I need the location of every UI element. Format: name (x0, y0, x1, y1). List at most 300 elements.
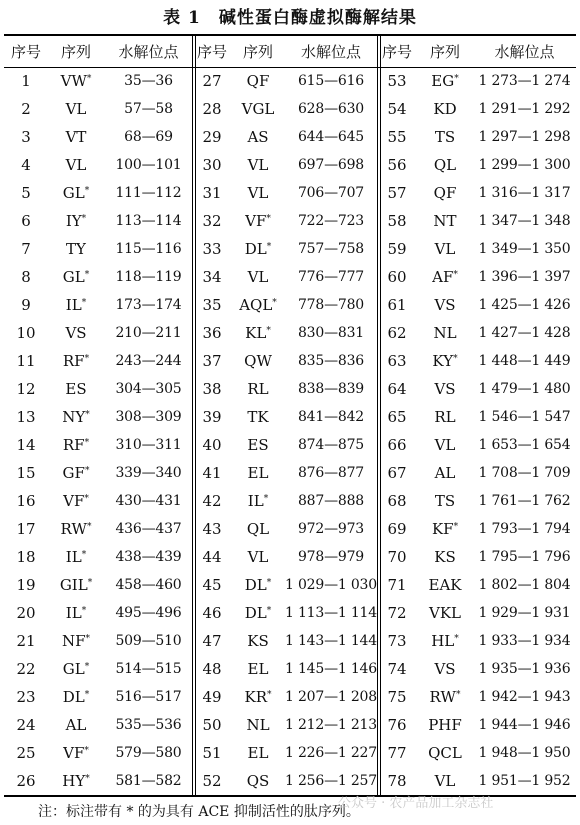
sequence-cell: AS (247, 128, 269, 146)
hydrolysis-site-cell: 304—305 (115, 381, 182, 397)
index-cell: 20 (16, 604, 36, 622)
hydrolysis-site-cell: 776—777 (297, 269, 365, 285)
sequence-cell: VGL (241, 100, 275, 118)
sequence-cell: KF* (431, 520, 459, 538)
sequence-cell: KS (247, 632, 269, 650)
hydrolysis-site-cell: 1 396—1 397 (478, 269, 571, 285)
sequence-cell: AF* (432, 268, 458, 286)
hydrolysis-site-cell: 1 802—1 804 (478, 577, 571, 593)
index-cell: 2 (21, 100, 31, 118)
header-index: 序号 (10, 43, 41, 61)
sequence-cell: IL* (65, 296, 87, 314)
index-cell: 4 (21, 156, 31, 174)
sequence-cell: GF* (62, 464, 90, 482)
hydrolysis-site-cell: 697—698 (297, 157, 365, 173)
sequence-cell: KL* (245, 324, 271, 342)
index-cell: 64 (387, 380, 407, 398)
index-cell: 56 (387, 156, 407, 174)
sequence-cell: VL (65, 156, 87, 174)
ace-marker: * (84, 186, 90, 196)
table-row (4, 123, 576, 151)
sequence-cell: VF* (245, 212, 271, 230)
table-row (4, 767, 576, 795)
index-cell: 39 (202, 408, 222, 426)
sequence-cell: EL (247, 464, 269, 482)
index-cell: 62 (387, 324, 407, 342)
index-cell: 66 (387, 436, 407, 454)
table-row (4, 235, 576, 263)
sequence-cell: IL* (65, 604, 87, 622)
index-cell: 77 (387, 744, 407, 762)
ace-marker: * (81, 606, 87, 616)
hydrolysis-site-cell: 1 761—1 762 (478, 493, 571, 509)
sequence-cell: QS (246, 772, 270, 790)
ace-marker: * (81, 550, 87, 560)
hydrolysis-site-cell: 581—582 (115, 773, 182, 789)
header-index: 序号 (196, 43, 227, 61)
header-row (4, 36, 576, 67)
index-cell: 3 (21, 128, 31, 146)
index-cell: 78 (387, 772, 407, 790)
ace-marker: * (85, 634, 91, 644)
index-cell: 10 (16, 324, 36, 342)
index-cell: 73 (387, 632, 407, 650)
header-sequence: 序列 (429, 43, 460, 61)
ace-marker: * (81, 298, 87, 308)
sequence-cell: TS (434, 128, 456, 146)
index-cell: 53 (387, 72, 407, 90)
sequence-cell: ES (247, 436, 269, 454)
header-hydrolysis-site: 水解位点 (118, 43, 179, 61)
hydrolysis-site-cell: 509—510 (115, 633, 182, 649)
table-row (4, 571, 576, 599)
sequence-cell: VL (247, 156, 269, 174)
sequence-cell: KR* (244, 688, 272, 706)
hydrolysis-site-cell: 535—536 (115, 717, 182, 733)
sequence-cell: HY* (62, 772, 90, 790)
hydrolysis-site-cell: 308—309 (115, 409, 182, 425)
table-row (4, 515, 576, 543)
index-cell: 7 (21, 240, 31, 258)
hydrolysis-site-cell: 978—979 (297, 549, 365, 565)
header-sequence: 序列 (242, 43, 273, 61)
index-cell: 68 (387, 492, 407, 510)
sequence-cell: GL* (62, 268, 90, 286)
hydrolysis-site-cell: 458—460 (115, 577, 182, 593)
hydrolysis-site-cell: 841—842 (297, 409, 365, 425)
hydrolysis-site-cell: 838—839 (297, 381, 365, 397)
hydrolysis-site-cell: 210—211 (115, 325, 182, 341)
index-cell: 70 (387, 548, 407, 566)
ace-marker: * (84, 438, 90, 448)
hydrolysis-site-cell: 438—439 (115, 549, 182, 565)
table-row (4, 179, 576, 207)
index-cell: 25 (16, 744, 36, 762)
table-row (4, 487, 576, 515)
table-row (4, 627, 576, 655)
hydrolysis-site-cell: 1 546—1 547 (478, 409, 571, 425)
sequence-cell: QL (246, 520, 270, 538)
index-cell: 32 (202, 212, 222, 230)
hydrolysis-site-cell: 173—174 (115, 297, 182, 313)
hydrolysis-site-cell: 1 929—1 931 (478, 605, 571, 621)
sequence-cell: NL (246, 716, 270, 734)
hydrolysis-site-cell: 1 212—1 213 (285, 717, 377, 733)
sequence-cell: RF* (62, 352, 90, 370)
hydrolysis-site-cell: 1 948—1 950 (478, 745, 571, 761)
hydrolysis-site-cell: 339—340 (115, 465, 182, 481)
index-cell: 76 (387, 716, 407, 734)
hydrolysis-site-cell: 310—311 (115, 437, 182, 453)
hydrolysis-site-cell: 113—114 (115, 213, 182, 229)
table-row (4, 543, 576, 571)
sequence-cell: VL (247, 184, 269, 202)
table-note: 注：标注带有 * 的为具有 ACE 抑制活性的肽序列。 (38, 804, 360, 820)
hydrolysis-site-cell: 1 291—1 292 (478, 101, 571, 117)
table-row (4, 347, 576, 375)
hydrolysis-site-cell: 1 145—1 146 (285, 661, 377, 677)
index-cell: 40 (202, 436, 222, 454)
table-row (4, 319, 576, 347)
hydrolysis-site-cell: 1 933—1 934 (478, 633, 571, 649)
sequence-cell: AL (434, 464, 456, 482)
hydrolysis-site-cell: 516—517 (115, 689, 182, 705)
index-cell: 28 (202, 100, 222, 118)
index-cell: 57 (387, 184, 407, 202)
sequence-cell: VF* (63, 492, 89, 510)
table-row (4, 67, 576, 95)
sequence-cell: QW (244, 352, 272, 370)
hydrolysis-site-cell: 1 143—1 144 (285, 633, 377, 649)
ace-marker: * (455, 690, 461, 700)
hydrolysis-site-cell: 1 795—1 796 (478, 549, 571, 565)
sequence-cell: DL* (244, 604, 272, 622)
index-cell: 12 (16, 380, 36, 398)
sequence-cell: KY* (432, 352, 458, 370)
ace-marker: * (454, 74, 459, 84)
index-cell: 31 (202, 184, 222, 202)
watermark: 公众号 · 农产品加工杂志社 (338, 796, 494, 811)
hydrolysis-site-cell: 1 273—1 274 (478, 73, 571, 89)
sequence-cell: IL* (247, 492, 269, 510)
ace-marker: * (84, 494, 89, 504)
hydrolysis-site-cell: 1 029—1 030 (285, 577, 377, 593)
hydrolysis-site-cell: 514—515 (115, 661, 182, 677)
index-cell: 72 (387, 604, 407, 622)
hydrolysis-site-cell: 778—780 (297, 297, 365, 313)
sequence-cell: NY* (62, 408, 90, 426)
table-row (4, 95, 576, 123)
sequence-cell: VL (247, 548, 269, 566)
hydrolysis-site-cell: 111—112 (115, 185, 182, 201)
hydrolysis-site-cell: 243—244 (115, 353, 182, 369)
ace-marker: * (266, 214, 271, 224)
table-row (4, 431, 576, 459)
hydrolysis-site-cell: 644—645 (297, 129, 365, 145)
sequence-cell: QL (433, 156, 457, 174)
hydrolysis-site-cell: 579—580 (115, 745, 182, 761)
sequence-cell: EL (247, 660, 269, 678)
table-row (4, 375, 576, 403)
index-cell: 30 (202, 156, 222, 174)
index-cell: 55 (387, 128, 407, 146)
sequence-cell: VL (434, 772, 456, 790)
hydrolysis-table (4, 36, 576, 795)
sequence-cell: PHF (428, 716, 462, 734)
index-cell: 46 (202, 604, 222, 622)
index-cell: 60 (387, 268, 407, 286)
ace-marker: * (272, 298, 277, 308)
ace-marker: * (84, 270, 90, 280)
hydrolysis-site-cell: 1 427—1 428 (478, 325, 571, 341)
index-cell: 50 (202, 716, 222, 734)
sequence-cell: AQL* (239, 296, 277, 314)
sequence-cell: TS (434, 492, 456, 510)
ace-marker: * (86, 74, 92, 84)
index-cell: 13 (16, 408, 36, 426)
sequence-cell: VKL (429, 604, 461, 622)
index-cell: 47 (202, 632, 222, 650)
header-hydrolysis-site: 水解位点 (494, 43, 555, 61)
table-row (4, 207, 576, 235)
sequence-cell: AL (65, 716, 87, 734)
index-cell: 45 (202, 576, 222, 594)
index-cell: 42 (202, 492, 222, 510)
sequence-cell: QCL (428, 744, 462, 762)
sequence-cell: QF (433, 184, 457, 202)
index-cell: 67 (387, 464, 407, 482)
index-cell: 19 (16, 576, 36, 594)
index-cell: 61 (387, 296, 407, 314)
hydrolysis-site-cell: 1 942—1 943 (478, 689, 571, 705)
hydrolysis-site-cell: 1 316—1 317 (478, 185, 571, 201)
hydrolysis-site-cell: 835—836 (297, 353, 365, 369)
sequence-cell: VL (434, 240, 456, 258)
index-cell: 14 (16, 436, 36, 454)
header-hydrolysis-site: 水解位点 (300, 43, 361, 61)
sequence-cell: DL* (62, 688, 90, 706)
index-cell: 54 (387, 100, 407, 118)
sequence-cell: TK (247, 408, 269, 426)
sequence-cell: VW* (60, 72, 92, 90)
ace-marker: * (84, 690, 90, 700)
index-cell: 34 (202, 268, 222, 286)
table-row (4, 403, 576, 431)
table-row (4, 599, 576, 627)
index-cell: 37 (202, 352, 222, 370)
index-cell: 65 (387, 408, 407, 426)
hydrolysis-site-cell: 1 226—1 227 (285, 745, 377, 761)
ace-marker: * (84, 466, 90, 476)
hydrolysis-site-cell: 1 653—1 654 (478, 437, 571, 453)
index-cell: 33 (202, 240, 222, 258)
sequence-cell: RF* (62, 436, 90, 454)
ace-marker: * (85, 774, 90, 784)
sequence-cell: RW* (60, 520, 92, 538)
table-row (4, 655, 576, 683)
index-cell: 17 (16, 520, 36, 538)
ace-marker: * (453, 270, 458, 280)
sequence-cell: QF (246, 72, 270, 90)
ace-marker: * (84, 662, 90, 672)
hydrolysis-site-cell: 972—973 (297, 521, 365, 537)
index-cell: 27 (202, 72, 222, 90)
hydrolysis-site-cell: 430—431 (115, 493, 182, 509)
index-cell: 22 (16, 660, 36, 678)
index-cell: 1 (21, 72, 31, 90)
hydrolysis-site-cell: 1 299—1 300 (478, 157, 571, 173)
hydrolysis-site-cell: 115—116 (115, 241, 182, 257)
sequence-cell: EAK (428, 576, 462, 594)
sequence-cell: EG* (431, 72, 459, 90)
index-cell: 41 (202, 464, 222, 482)
index-cell: 36 (202, 324, 222, 342)
hydrolysis-site-cell: 68—69 (124, 129, 173, 145)
sequence-cell: VF* (63, 744, 89, 762)
sequence-cell: VL (65, 100, 87, 118)
sequence-cell: RL (247, 380, 269, 398)
hydrolysis-site-cell: 1 951—1 952 (478, 773, 571, 789)
hydrolysis-site-cell: 1 479—1 480 (478, 381, 571, 397)
sequence-cell: NF* (61, 632, 91, 650)
table-title: 表 1 碱性蛋白酶虚拟酶解结果 (163, 8, 417, 28)
index-cell: 5 (21, 184, 31, 202)
hydrolysis-site-cell: 615—616 (297, 73, 365, 89)
hydrolysis-site-cell: 100—101 (115, 157, 182, 173)
sequence-cell: RL (434, 408, 456, 426)
hydrolysis-site-cell: 887—888 (297, 493, 365, 509)
hydrolysis-site-cell: 874—875 (297, 437, 365, 453)
index-cell: 58 (387, 212, 407, 230)
ace-marker: * (263, 494, 269, 504)
index-cell: 63 (387, 352, 407, 370)
table-row (4, 739, 576, 767)
index-cell: 21 (16, 632, 36, 650)
index-cell: 15 (16, 464, 36, 482)
sequence-cell: VS (434, 660, 456, 678)
ace-marker: * (266, 326, 271, 336)
index-cell: 23 (16, 688, 36, 706)
hydrolysis-site-cell: 1 935—1 936 (478, 661, 571, 677)
hydrolysis-site-cell: 1 793—1 794 (478, 521, 571, 537)
hydrolysis-site-cell: 35—36 (124, 73, 173, 89)
index-cell: 52 (202, 772, 222, 790)
ace-marker: * (453, 522, 459, 532)
header-index: 序号 (381, 43, 412, 61)
index-cell: 69 (387, 520, 407, 538)
sequence-cell: VS (434, 296, 456, 314)
sequence-cell: DL* (244, 240, 272, 258)
table-row (4, 711, 576, 739)
hydrolysis-site-cell: 1 256—1 257 (285, 773, 377, 789)
hydrolysis-site-cell: 436—437 (115, 521, 182, 537)
hydrolysis-site-cell: 722—723 (297, 213, 365, 229)
sequence-cell: VL (434, 436, 456, 454)
sequence-cell: VT (65, 128, 87, 146)
sequence-cell: GIL* (59, 576, 93, 594)
hydrolysis-site-cell: 1 448—1 449 (478, 353, 571, 369)
hydrolysis-site-cell: 1 113—1 114 (285, 605, 377, 621)
sequence-cell: DL* (244, 576, 272, 594)
hydrolysis-site-cell: 1 347—1 348 (478, 213, 571, 229)
index-cell: 51 (202, 744, 222, 762)
ace-marker: * (85, 410, 90, 420)
index-cell: 24 (16, 716, 36, 734)
hydrolysis-site-cell: 757—758 (297, 241, 365, 257)
header-sequence: 序列 (60, 43, 91, 61)
ace-marker: * (266, 242, 272, 252)
index-cell: 48 (202, 660, 222, 678)
sequence-cell: KD (433, 100, 457, 118)
sequence-cell: NT (433, 212, 457, 230)
index-cell: 6 (21, 212, 31, 230)
sequence-cell: VS (65, 324, 87, 342)
sequence-cell: VS (434, 380, 456, 398)
table-row (4, 683, 576, 711)
sequence-cell: HL* (431, 632, 459, 650)
sequence-cell: GL* (62, 184, 90, 202)
index-cell: 16 (16, 492, 36, 510)
index-cell: 59 (387, 240, 407, 258)
hydrolysis-site-cell: 1 425—1 426 (478, 297, 571, 313)
ace-marker: * (267, 690, 272, 700)
ace-marker: * (81, 214, 87, 224)
sequence-cell: TY (66, 240, 86, 258)
ace-marker: * (266, 578, 272, 588)
sequence-cell: EL (247, 744, 269, 762)
table-row (4, 151, 576, 179)
index-cell: 26 (16, 772, 36, 790)
index-cell: 9 (21, 296, 31, 314)
hydrolysis-site-cell: 1 297—1 298 (478, 129, 571, 145)
hydrolysis-site-cell: 1 944—1 946 (478, 717, 571, 733)
table-row (4, 263, 576, 291)
index-cell: 35 (202, 296, 222, 314)
index-cell: 75 (387, 688, 407, 706)
index-cell: 8 (21, 268, 31, 286)
index-cell: 74 (387, 660, 407, 678)
hydrolysis-site-cell: 118—119 (115, 269, 182, 285)
index-cell: 18 (16, 548, 36, 566)
table-row (4, 291, 576, 319)
index-cell: 38 (202, 380, 222, 398)
ace-marker: * (453, 354, 458, 364)
sequence-cell: VL (247, 268, 269, 286)
ace-marker: * (87, 578, 93, 588)
sequence-cell: NL (433, 324, 457, 342)
index-cell: 29 (202, 128, 222, 146)
ace-marker: * (84, 746, 89, 756)
index-cell: 44 (202, 548, 222, 566)
table-row (4, 459, 576, 487)
sequence-cell: IL* (65, 548, 87, 566)
hydrolysis-site-cell: 830—831 (297, 325, 365, 341)
hydrolysis-site-cell: 1 207—1 208 (285, 689, 377, 705)
ace-marker: * (86, 522, 92, 532)
sequence-cell: IY* (65, 212, 87, 230)
hydrolysis-site-cell: 706—707 (297, 185, 365, 201)
index-cell: 43 (202, 520, 222, 538)
index-cell: 11 (16, 352, 36, 370)
index-cell: 49 (202, 688, 222, 706)
hydrolysis-site-cell: 57—58 (124, 101, 173, 117)
sequence-cell: RW* (429, 688, 461, 706)
hydrolysis-site-cell: 1 708—1 709 (478, 465, 571, 481)
hydrolysis-site-cell: 876—877 (297, 465, 365, 481)
index-cell: 71 (387, 576, 407, 594)
sequence-cell: KS (434, 548, 456, 566)
hydrolysis-site-cell: 495—496 (115, 605, 182, 621)
